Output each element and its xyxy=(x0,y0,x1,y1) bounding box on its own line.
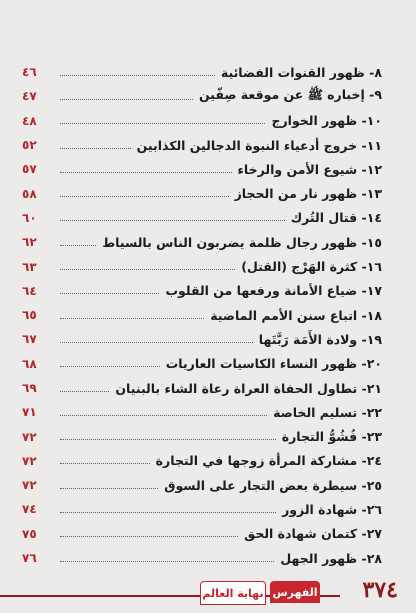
toc-entry xyxy=(22,206,382,230)
toc-entry xyxy=(22,254,382,278)
toc-leader-dots xyxy=(60,269,235,270)
toc-leader-dots xyxy=(60,561,274,562)
toc-leader-dots xyxy=(60,536,238,537)
toc-entry-title: ١١- خروج أدعياء النبوة الدجالين الكذابين xyxy=(136,137,382,153)
toc-entry xyxy=(22,400,382,424)
toc-entry-title: ١٧- ضياع الأمانة ورفعها من القلوب xyxy=(165,283,382,299)
toc-entry-title: ٨- ظهور القنوات الفضائية xyxy=(220,64,382,80)
toc-leader-dots xyxy=(60,123,265,124)
toc-entry-title: ١٠- ظهور الخوارج xyxy=(271,113,382,129)
toc-entry-title: ٢٦- شهادة الزور xyxy=(282,501,382,517)
toc-entry xyxy=(22,352,382,376)
toc-leader-dots xyxy=(60,463,150,464)
toc-entry-page: ٤٨ xyxy=(22,113,37,128)
toc-entry-title: ١٥- ظهور رجال ظلمة يضربون الناس بالسياط xyxy=(102,234,382,250)
toc-entry-title: ٢٠- ظهور النساء الكاسيات العاريات xyxy=(165,356,382,372)
toc-entry-page: ٦٠ xyxy=(22,210,37,225)
footer-book-title: نهاية العالم xyxy=(200,581,266,605)
toc-entry-page: ٥٨ xyxy=(22,186,37,201)
toc-entry xyxy=(22,546,382,570)
toc-leader-dots xyxy=(60,391,109,392)
footer-section-title: الفهرس xyxy=(270,581,320,603)
toc-entry-page: ٥٢ xyxy=(22,138,37,153)
toc-entry xyxy=(22,84,382,108)
toc-leader-dots xyxy=(60,220,285,221)
toc-entry-page: ٤٧ xyxy=(22,89,37,104)
page-number: ٣٧٤ xyxy=(362,577,398,603)
toc-entry-title: ١٩- ولادة الأَمَة رَبَّتَها xyxy=(258,331,382,347)
toc-entry-page: ٧٢ xyxy=(22,429,37,444)
toc-leader-dots xyxy=(60,512,276,513)
toc-entry xyxy=(22,424,382,448)
toc-entry xyxy=(22,181,382,205)
toc-entry-page: ٦٩ xyxy=(22,381,37,395)
toc-entry xyxy=(22,522,382,546)
toc-entry-page: ٦٤ xyxy=(22,283,37,298)
toc-entry-title: ٢٨- ظهور الجهل xyxy=(280,550,382,566)
toc-entry xyxy=(22,109,382,133)
page-footer xyxy=(0,575,416,613)
toc-entry-page: ٧٢ xyxy=(22,453,37,468)
toc-entry-title: ١٤- قتال التُرك xyxy=(290,210,382,226)
toc-entry xyxy=(22,327,382,351)
table-of-contents xyxy=(22,60,382,570)
toc-leader-dots xyxy=(60,245,96,246)
toc-entry-title: ٢٥- سيطرة بعض التجار على السوق xyxy=(164,477,382,493)
toc-entry xyxy=(22,60,382,84)
toc-entry xyxy=(22,497,382,521)
toc-entry-page: ٧١ xyxy=(22,405,37,420)
toc-entry-page: ٧٦ xyxy=(22,551,37,566)
toc-entry-page: ٤٦ xyxy=(22,65,37,80)
toc-entry-title: ٢٢- تسليم الخاصة xyxy=(273,404,382,420)
toc-entry xyxy=(22,230,382,254)
toc-leader-dots xyxy=(60,99,193,100)
toc-leader-dots xyxy=(60,342,253,343)
toc-leader-dots xyxy=(60,75,215,76)
toc-leader-dots xyxy=(60,148,131,149)
toc-entry-title: ٢٧- كتمان شهادة الحق xyxy=(244,526,382,542)
toc-entry-title: ٩- إخباره ﷺ عن موقعة صِفّين xyxy=(199,86,382,102)
toc-leader-dots xyxy=(60,415,267,416)
toc-entry xyxy=(22,279,382,303)
toc-entry-title: ٢٤- مشاركة المرأة زوجها في التجارة xyxy=(155,453,382,469)
toc-entry-title: ١٢- شيوع الأمن والرخاء xyxy=(237,161,382,177)
toc-leader-dots xyxy=(60,366,160,367)
toc-leader-dots xyxy=(60,439,276,440)
toc-entry xyxy=(22,157,382,181)
toc-leader-dots xyxy=(60,172,232,173)
toc-leader-dots xyxy=(60,318,204,319)
toc-leader-dots xyxy=(60,293,159,294)
toc-entry xyxy=(22,376,382,400)
toc-entry xyxy=(22,473,382,497)
toc-entry-title: ١٨- اتباع سنن الأمم الماضية xyxy=(210,307,382,323)
toc-entry-page: ٦٢ xyxy=(22,235,37,250)
toc-entry-title: ٢٣- فُشُوُّ التجارة xyxy=(281,429,382,445)
toc-entry-title: ٢١- تطاول الحفاة العراة رعاة الشاء بالبنيان xyxy=(115,380,382,396)
toc-entry xyxy=(22,303,382,327)
toc-entry-page: ٧٤ xyxy=(22,502,37,517)
toc-entry-title: ١٣- ظهور نار من الحجاز xyxy=(234,186,382,202)
toc-entry-page: ٦٨ xyxy=(22,356,37,371)
toc-entry-page: ٧٢ xyxy=(22,478,37,493)
toc-entry-page: ٦٥ xyxy=(22,308,37,323)
toc-entry xyxy=(22,133,382,157)
toc-leader-dots xyxy=(60,488,158,489)
toc-entry-page: ٥٧ xyxy=(22,162,37,177)
toc-entry-title: ١٦- كثرة الهَرْج (القتل) xyxy=(241,259,382,275)
toc-entry-page: ٧٥ xyxy=(22,526,37,541)
toc-entry-page: ٦٧ xyxy=(22,332,37,347)
toc-entry xyxy=(22,449,382,473)
toc-entry-page: ٦٣ xyxy=(22,259,37,274)
toc-leader-dots xyxy=(60,196,229,197)
